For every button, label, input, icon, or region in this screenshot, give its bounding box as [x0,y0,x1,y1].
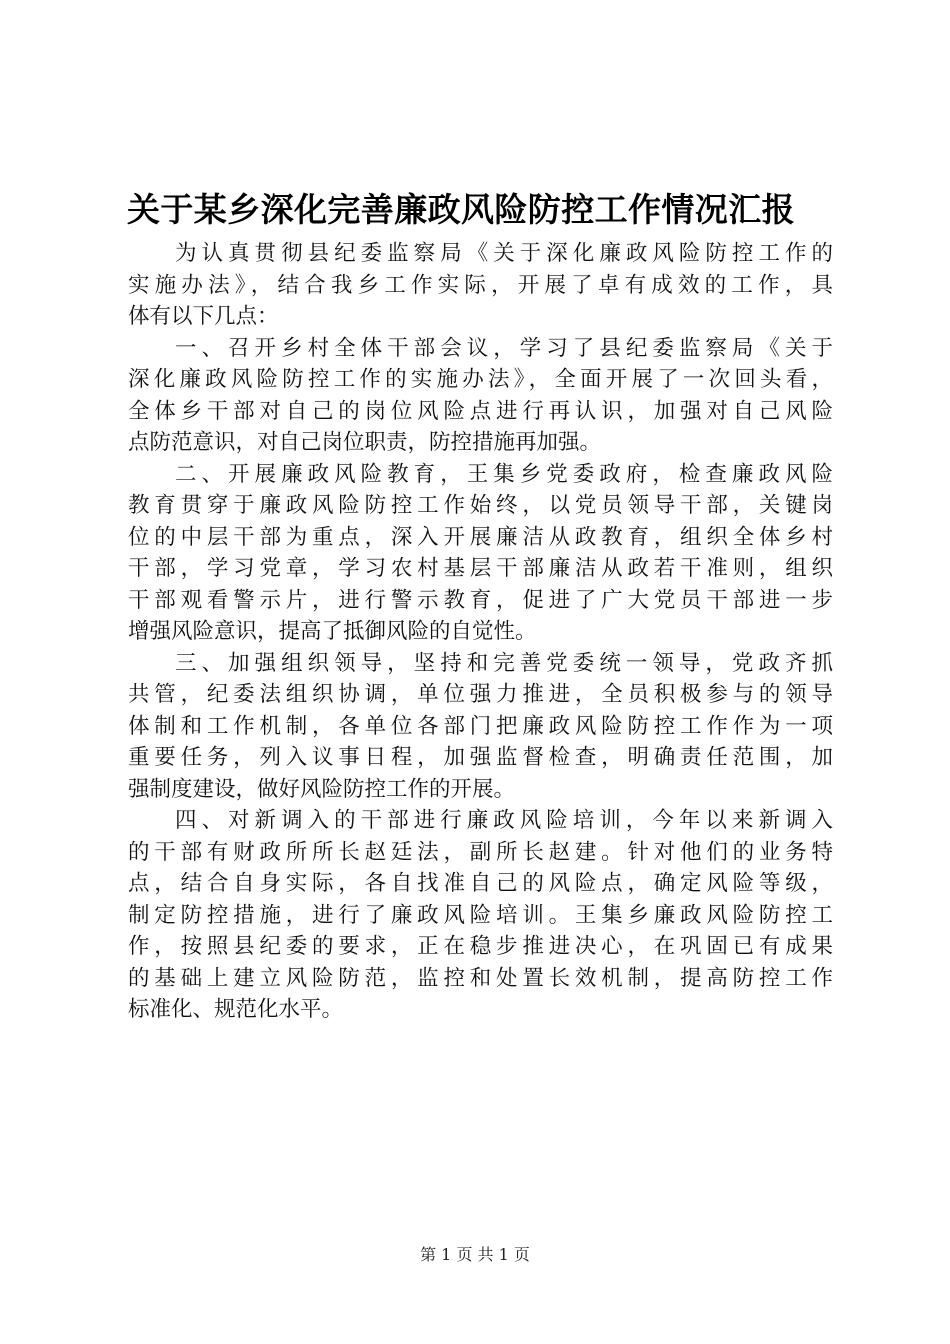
page-number-footer: 第 1 页 共 1 页 [420,1245,530,1264]
text-line: 体有以下几点： [128,304,279,329]
text-line: 干部，学习党章，学习农村基层干部廉洁从政若干准则，组织 [128,556,833,581]
text-line: 的基础上建立风险防范，监控和处置长效机制，提高防控工作 [128,965,833,991]
text-line: 三、加强组织领导，坚持和完善党委统一领导，党政齐抓 [175,650,833,676]
text-line: 标准化、规范化水平。 [128,997,344,1022]
text-line: 体制和工作机制，各单位各部门把廉政风险防控工作作为一项 [128,713,833,739]
text-line: 实施办法》，结合我乡工作实际，开展了卓有成效的工作，具 [128,272,833,298]
text-line: 深化廉政风险防控工作的实施办法》，全面开展了一次回头看， [128,367,833,392]
paragraph-section-4 [128,805,833,1026]
text-line: 全体乡干部对自己的岗位风险点进行再认识，加强对自己风险 [128,398,833,424]
text-line: 干部观看警示片，进行警示教育，促进了广大党员干部进一步 [128,587,833,613]
text-line: 教育贯穿于廉政风险防控工作始终，以党员领导干部，关键岗 [128,493,833,518]
document-title: 关于某乡深化完善廉政风险防控工作情况汇报 [127,190,795,229]
paragraph-section-1 [128,333,833,459]
text-line: 制定防控措施，进行了廉政风险培训。王集乡廉政风险防控工 [128,902,833,928]
text-line: 二、开展廉政风险教育，王集乡党委政府，检查廉政风险 [175,461,833,487]
text-line: 重要任务，列入议事日程，加强监督检查，明确责任范围，加 [128,745,833,770]
text-line: 一、召开乡村全体干部会议，学习了县纪委监察局《关于 [175,335,833,361]
text-line: 位的中层干部为重点，深入开展廉洁从政教育，组织全体乡村 [128,524,833,550]
text-line: 点防范意识，对自己岗位职责，防控措施再加强。 [128,430,602,455]
paragraph-intro [128,238,833,333]
text-line: 共管，纪委法组织协调，单位强力推进，全员积极参与的领导 [128,682,833,707]
text-line: 点，结合自身实际，各自找准自己的风险点，确定风险等级， [128,871,833,896]
text-line: 强制度建设，做好风险防控工作的开展。 [128,776,516,802]
document-body [128,238,833,1026]
text-line: 为认真贯彻县纪委监察局《关于深化廉政风险防控工作的 [175,241,833,266]
text-line: 作，按照县纪委的要求，正在稳步推进决心，在巩固已有成果 [128,934,833,959]
paragraph-section-3 [128,648,833,806]
paragraph-section-2 [128,459,833,648]
text-line: 四、对新调入的干部进行廉政风险培训，今年以来新调入 [175,808,833,833]
text-line: 增强风险意识，提高了抵御风险的自觉性。 [128,619,537,644]
text-line: 的干部有财政所所长赵廷法，副所长赵建。针对他们的业务特 [128,839,833,865]
